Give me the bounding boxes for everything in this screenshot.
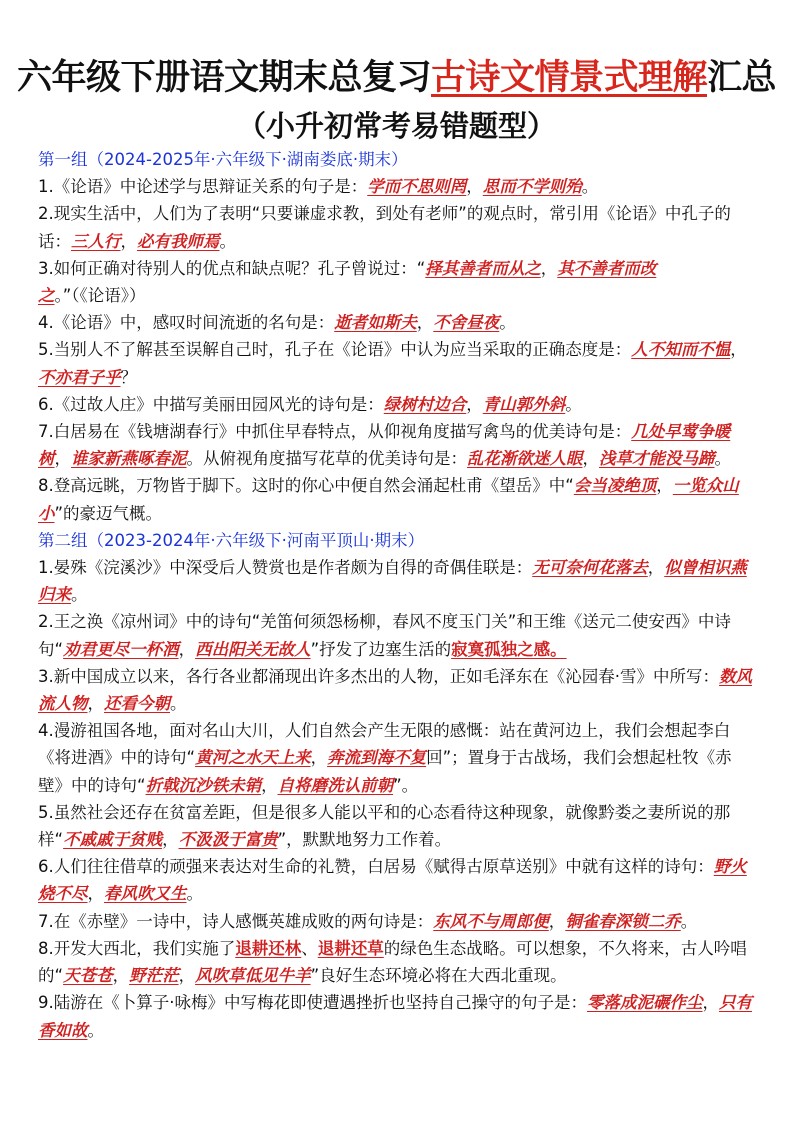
answer: 谁家新燕啄春泥 <box>71 449 187 469</box>
answer: 择其善者而从之 <box>425 258 541 278</box>
title-part-2: 汇总 <box>707 58 777 98</box>
question-text: ， <box>582 449 599 469</box>
question-item <box>38 908 756 935</box>
question-text: ”。 <box>393 775 419 795</box>
question-item <box>38 173 756 200</box>
question-text: 4.《论语》中，感叹时间流逝的名句是： <box>38 313 335 333</box>
question-text: ， <box>540 258 558 278</box>
answer: 折戟沉沙铁未销 <box>145 775 262 795</box>
question-text: ， <box>656 476 673 496</box>
question-item <box>38 200 756 254</box>
question-text: ， <box>466 394 483 414</box>
question-item <box>38 309 756 336</box>
question-text: 6.《过故人庄》中描写美丽田园风光的诗句是： <box>38 394 384 414</box>
question-list <box>38 146 756 1044</box>
question-text: 。 <box>499 313 516 333</box>
answer: 退耕还草 <box>317 938 384 958</box>
title-highlight: 古诗文情景式理解 <box>430 58 707 98</box>
question-text: ， <box>416 313 434 333</box>
answer: 春风吹又生 <box>104 884 187 904</box>
question-text: ， <box>548 911 566 931</box>
question-text: 回”；置身于古战场，我们会想起杜牧《赤壁》中的诗句“ <box>38 748 732 795</box>
question-text: ， <box>87 694 104 714</box>
question-text: ”的豪迈气概。 <box>54 503 163 523</box>
question-text: 、 <box>301 938 318 958</box>
question-text: ， <box>647 558 665 578</box>
question-item <box>38 663 756 717</box>
question-text: ”良好生态环境必将在大西北重现。 <box>310 966 567 986</box>
page-title <box>0 54 793 102</box>
question-text: ， <box>310 748 328 768</box>
question-text: 2.现实生活中，人们为了表明“只要谦虚求教，到处有老师”的观点时，常引用《论语》中孔子的话： <box>38 204 731 251</box>
question-item <box>38 472 756 526</box>
question-item <box>38 554 756 608</box>
answer: 三人行 <box>71 231 121 251</box>
question-text: 1.《论语》中论述学与思辩证关系的句子是： <box>38 177 368 197</box>
answer: 一览众山小 <box>38 476 739 523</box>
answer: 还看今朝 <box>104 694 170 714</box>
question-text: ， <box>120 231 137 251</box>
question-text: 。 <box>71 585 88 605</box>
question-text: 7.白居易在《钱塘湖春行》中抓住早春特点，从仰视角度描写禽鸟的优美诗句是： <box>38 422 632 442</box>
answer: 无可奈何花落去 <box>532 558 648 578</box>
question-text: 8.开发大西北，我们实施了 <box>38 938 236 958</box>
answer: 退耕还林 <box>235 938 302 958</box>
answer: 零落成泥碾作尘 <box>587 993 703 1013</box>
question-item <box>38 608 756 662</box>
question-text: 。”（《论语》） <box>54 286 146 306</box>
question-text: 。 <box>581 177 599 197</box>
question-text: 。 <box>170 694 187 714</box>
question-text: 3.如何正确对待别人的优点和缺点呢？孔子曾说过：“ <box>38 258 426 278</box>
question-text: 5.当别人不了解甚至误解自己时，孔子在《论语》中认为应当采取的正确态度是： <box>38 340 632 360</box>
question-item <box>38 336 756 390</box>
answer: 西出阳关无故人 <box>195 639 311 659</box>
answer: 野火烧不尽 <box>38 857 747 904</box>
answer: 劝君更尽一杯酒 <box>63 639 179 659</box>
question-text: ”，默默地努力工作着。 <box>277 830 452 850</box>
answer: 浅草才能没马蹄 <box>599 449 715 469</box>
answer: 似曾相识燕归来 <box>38 558 747 605</box>
group-heading: 第二组（2023-2024年·六年级下·河南平顶山·期末） <box>38 530 425 550</box>
answer: 学而不思则罔 <box>367 177 467 197</box>
page-subtitle: （小升初常考易错题型） <box>236 109 556 143</box>
question-item <box>38 799 756 853</box>
question-text: ， <box>702 993 719 1013</box>
question-text: 。 <box>87 1020 104 1040</box>
answer: 天苍苍 <box>63 966 113 986</box>
question-text: ， <box>87 884 104 904</box>
answer: 黄河之水天上来 <box>195 748 311 768</box>
answer: 铜雀春深锁二乔 <box>565 911 681 931</box>
question-text: 3.新中国成立以来，各行各业都涌现出许多杰出的人物，正如毛泽东在《沁园春·雪》中所写： <box>38 666 719 686</box>
question-text: 的绿色生态战略。可以想象，不久将来，古人吟唱的“ <box>38 938 747 986</box>
question-text: ， <box>162 830 179 850</box>
question-text: ， <box>54 449 71 469</box>
answer: 自将磨洗认前朝 <box>277 775 394 795</box>
answer: 青山郭外斜 <box>482 394 566 414</box>
question-item <box>38 989 756 1043</box>
question-text: 。 <box>680 911 698 931</box>
question-text: 8.登高远眺，万物皆于脚下。这时的你心中便自然会涌起杜甫《望岳》中“ <box>38 476 574 496</box>
answer: 不戚戚于贫贱 <box>63 830 163 850</box>
question-text: 。 <box>219 231 236 251</box>
question-text: ， <box>178 639 196 659</box>
answer: 不舍昼夜 <box>433 313 500 333</box>
group-heading: 第一组（2024-2025年·六年级下·湖南娄底·期末） <box>38 150 408 169</box>
question-text: 6.人们往往借草的顽强来表达对生命的礼赞，白居易《赋得古原草送别》中就有这样的诗句： <box>38 857 714 877</box>
question-text: ， <box>178 966 196 986</box>
question-text: 。 <box>565 394 582 414</box>
question-item <box>38 717 756 799</box>
question-text: 7.在《赤壁》一诗中，诗人感慨英雄成败的两句诗是： <box>38 911 434 931</box>
question-text: 2.王之涣《凉州词》中的诗句“羌笛何须怨杨柳，春风不度玉门关”和王维《送元二使安西》中诗句“ <box>38 612 731 659</box>
answer: 奔流到海不复 <box>327 748 427 768</box>
answer: 只有香如故 <box>38 993 752 1040</box>
answer: 其不善者而改之 <box>38 258 657 306</box>
question-text: 。 <box>186 884 203 904</box>
answer: 东风不与周郎便 <box>433 911 549 931</box>
question-text: 1.晏殊《浣溪沙》中深受后人赞赏也是作者颇为自得的奇偶佳联是： <box>38 558 533 578</box>
answer: 风吹草低见牛羊 <box>195 966 311 986</box>
answer: 野茫茫 <box>129 966 179 986</box>
answer: 思而不学则殆 <box>482 177 582 197</box>
question-item <box>38 418 756 472</box>
question-text: ， <box>112 966 130 986</box>
answer: 几处早莺争暖树 <box>38 422 731 469</box>
answer: 数风流人物 <box>38 666 752 714</box>
question-item <box>38 391 756 418</box>
question-text: ， <box>466 177 483 197</box>
question-text: 5.虽然社会还存在贫富差距，但是很多人能以平和的心态看待这种现象，就像黔娄之妻所说的那样“ <box>38 802 731 850</box>
answer: 必有我师焉 <box>137 231 220 251</box>
question-item <box>38 853 756 907</box>
question-text: 9.陆游在《卜算子·咏梅》中写梅花即使遭遇挫折也坚持自己操守的句子是： <box>38 993 587 1013</box>
answer: 寂寞孤独之感。 <box>451 639 567 659</box>
question-item <box>38 935 756 989</box>
title-part-1: 六年级下册语文期末总复习 <box>16 58 431 98</box>
question-text: 。从俯视角度描写花草的优美诗句是： <box>186 449 467 469</box>
question-text: ， <box>730 340 747 360</box>
answer: 乱花渐欲迷人眼 <box>467 449 583 469</box>
question-text: ？ <box>120 367 137 387</box>
question-text: ”抒发了边塞生活的 <box>310 639 452 659</box>
answer: 人不知而不愠 <box>631 340 731 360</box>
answer: 不亦君子乎 <box>38 367 121 387</box>
question-item <box>38 255 756 309</box>
question-text: ， <box>261 775 278 795</box>
question-text: 4.漫游祖国各地，面对名山大川，人们自然会产生无限的感慨：站在黄河边上，我们会想起李白《将进酒》中的诗句“ <box>38 721 731 768</box>
answer: 不汲汲于富贵 <box>178 830 278 850</box>
answer: 会当凌绝顶 <box>573 476 657 496</box>
answer: 绿树村边合 <box>383 394 467 414</box>
answer: 逝者如斯夫 <box>334 313 417 333</box>
question-text: 。 <box>714 449 731 469</box>
